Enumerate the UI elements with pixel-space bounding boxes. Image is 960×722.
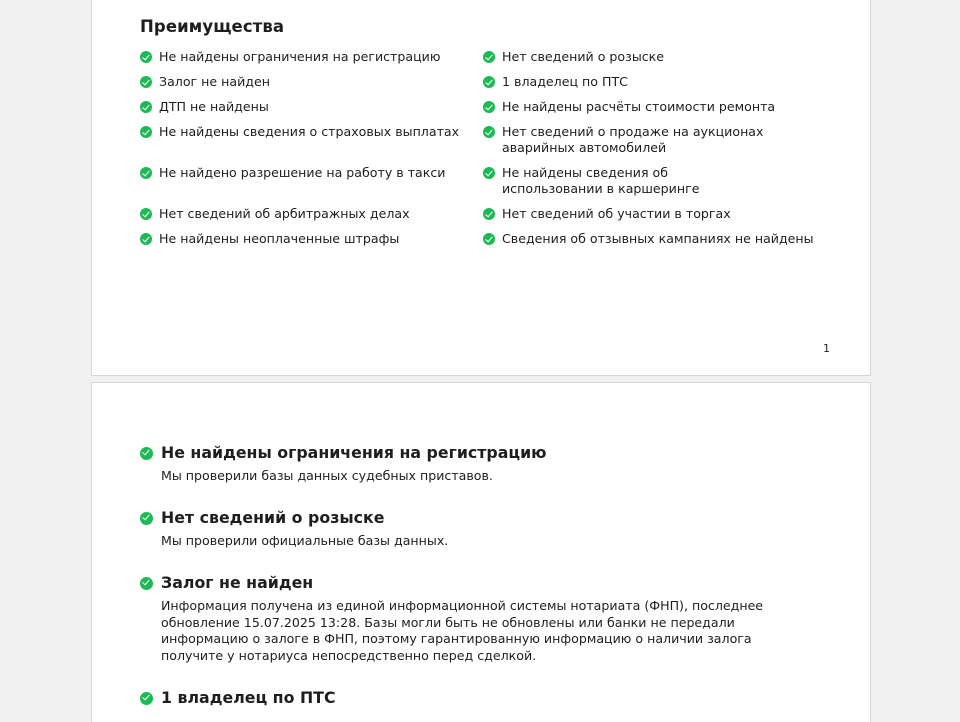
advantage-item <box>140 49 483 74</box>
advantage-label: Нет сведений о продаже на аукционах аварийных автомобилей <box>502 124 764 155</box>
detail-header <box>140 443 820 462</box>
advantage-item <box>483 99 826 124</box>
advantage-item <box>483 74 826 99</box>
check-circle-icon <box>140 233 152 245</box>
advantages-row <box>140 49 830 74</box>
advantages-grid <box>140 49 830 256</box>
advantage-label: Не найдены сведения об использовании в каршеринге <box>502 165 700 196</box>
advantage-item <box>483 231 826 256</box>
advantages-row <box>140 206 830 231</box>
detail-title: Не найдены ограничения на регистрацию <box>161 443 547 462</box>
detail-section <box>140 688 820 707</box>
detail-title: Залог не найден <box>161 573 314 592</box>
check-circle-icon <box>140 126 152 138</box>
advantage-label: Не найдено разрешение на работу в такси <box>159 165 446 180</box>
advantage-item <box>140 206 483 231</box>
check-circle-icon <box>483 167 495 179</box>
advantage-item <box>140 124 483 165</box>
detail-header <box>140 508 820 527</box>
detail-section <box>140 508 820 550</box>
check-circle-icon <box>483 101 495 113</box>
detail-title: 1 владелец по ПТС <box>161 688 336 707</box>
advantage-item <box>140 74 483 99</box>
detail-section <box>140 443 820 485</box>
advantage-item <box>483 124 826 165</box>
check-circle-icon <box>140 208 152 220</box>
advantage-label: Не найдены ограничения на регистрацию <box>159 49 441 64</box>
page-number: 1 <box>823 342 830 355</box>
advantage-label: Нет сведений об участии в торгах <box>502 206 731 221</box>
detail-header <box>140 688 820 707</box>
advantages-row <box>140 124 830 165</box>
detail-text: Мы проверили базы данных судебных приставов. <box>161 468 493 483</box>
advantage-label: Залог не найден <box>159 74 270 89</box>
detail-title: Нет сведений о розыске <box>161 508 385 527</box>
check-circle-icon <box>483 51 495 63</box>
report-page-1 <box>91 0 871 376</box>
check-circle-icon <box>483 208 495 220</box>
advantage-item <box>140 231 483 256</box>
check-circle-icon <box>140 101 152 113</box>
advantage-label: Сведения об отзывных кампаниях не найдены <box>502 231 814 246</box>
detail-text: Мы проверили официальные базы данных. <box>161 533 449 548</box>
advantages-row <box>140 99 830 124</box>
check-circle-icon <box>483 126 495 138</box>
section-title: Преимущества <box>140 17 285 36</box>
check-circle-icon <box>483 76 495 88</box>
check-circle-icon <box>140 447 153 460</box>
detail-text: Информация получена из единой информационной системы нотариата (ФНП), последнее обновление 15.07.2025 13:28. Базы могли быть не обновлены или банки не передали информацию о залоге в ФНП, поэтому гарантированную информацию о наличии залога получите у нотариуса непосредственно перед сделкой. <box>161 598 764 663</box>
advantage-item <box>483 165 826 206</box>
advantage-label: Не найдены сведения о страховых выплатах <box>159 124 460 139</box>
advantage-item <box>140 99 483 124</box>
detail-section <box>140 573 820 664</box>
check-circle-icon <box>483 233 495 245</box>
check-circle-icon <box>140 167 152 179</box>
advantages-row <box>140 74 830 99</box>
detail-header <box>140 573 820 592</box>
advantage-label: Не найдены неоплаченные штрафы <box>159 231 400 246</box>
check-circle-icon <box>140 512 153 525</box>
advantage-label: 1 владелец по ПТС <box>502 74 628 89</box>
report-page-2 <box>91 382 871 722</box>
advantage-item <box>483 49 826 74</box>
check-circle-icon <box>140 692 153 705</box>
advantage-item <box>140 165 483 206</box>
check-circle-icon <box>140 51 152 63</box>
advantage-label: Не найдены расчёты стоимости ремонта <box>502 99 776 114</box>
check-circle-icon <box>140 577 153 590</box>
check-circle-icon <box>140 76 152 88</box>
advantage-label: ДТП не найдены <box>159 99 269 114</box>
advantages-row <box>140 165 830 206</box>
advantage-label: Нет сведений о розыске <box>502 49 665 64</box>
advantage-label: Нет сведений об арбитражных делах <box>159 206 410 221</box>
advantage-item <box>483 206 826 231</box>
advantages-row <box>140 231 830 256</box>
